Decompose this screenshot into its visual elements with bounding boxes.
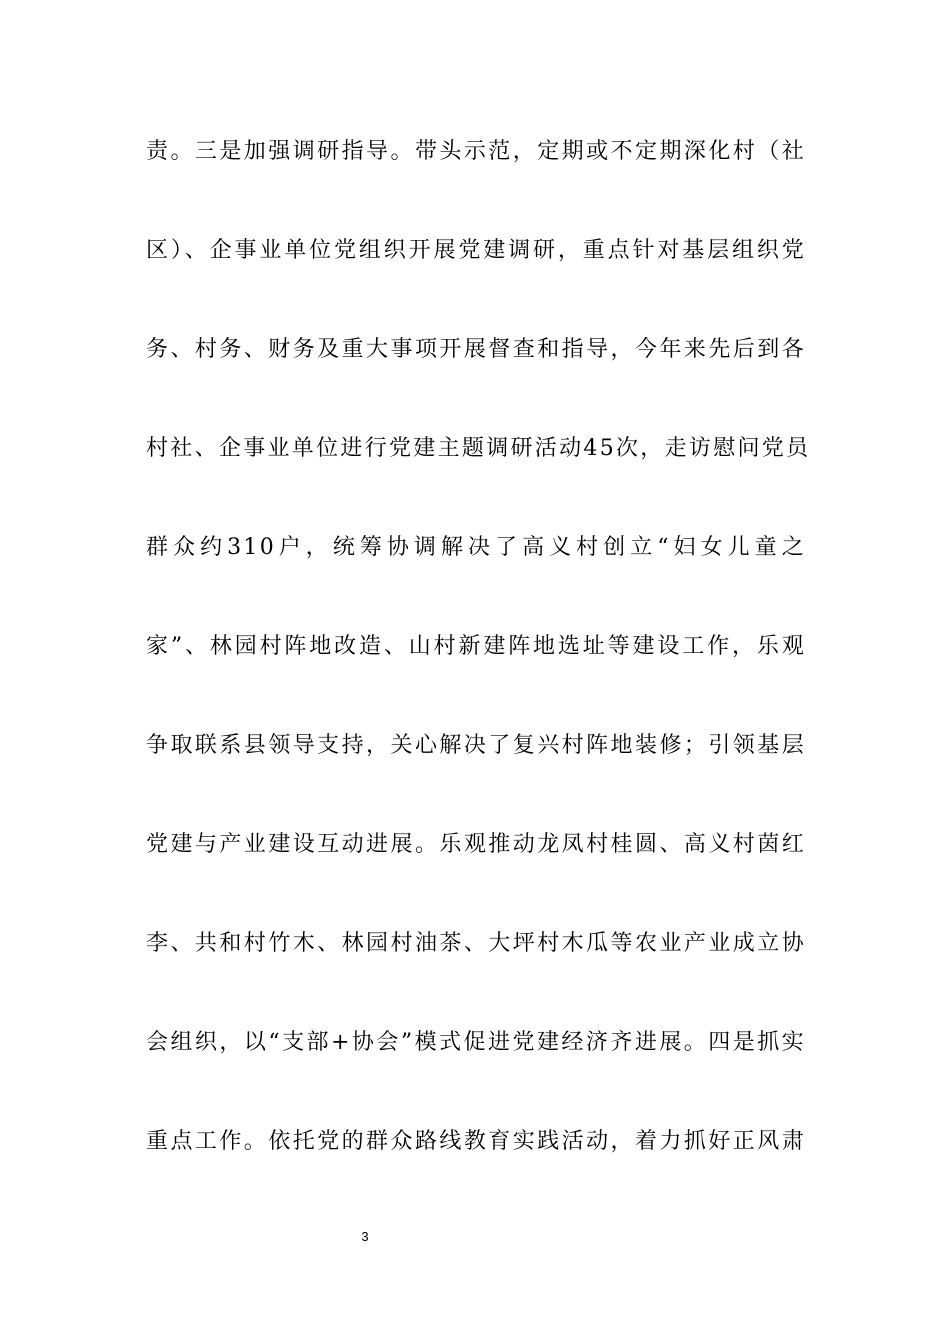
text-line: 李、共和村竹木、林园村油茶、大坪村木瓜等农业产业成立协 xyxy=(146,931,806,956)
text-line: 会组织，以“支部+协会”模式促进党建经济齐进展。四是抓实 xyxy=(146,1030,806,1055)
page-number: 3 xyxy=(361,1229,369,1244)
text-line: 家”、林园村阵地改造、山村新建阵地选址等建设工作，乐观 xyxy=(146,634,806,659)
text-line: 党建与产业建设互动进展。乐观推动龙凤村桂圆、高义村茵红 xyxy=(146,832,806,857)
text-line: 重点工作。依托党的群众路线教育实践活动，着力抓好正风肃 xyxy=(146,1129,806,1154)
text-line: 务、村务、财务及重大事项开展督查和指导，今年来先后到各 xyxy=(146,337,806,362)
text-line: 责。三是加强调研指导。带头示范，定期或不定期深化村（社 xyxy=(146,139,806,164)
text-line: 争取联系县领导支持，关心解决了复兴村阵地装修；引领基层 xyxy=(146,733,806,758)
text-line: 村社、企事业单位进行党建主题调研活动45次，走访慰问党员 xyxy=(146,436,811,461)
body-text xyxy=(146,134,811,1223)
text-line: 区）、企事业单位党组织开展党建调研，重点针对基层组织党 xyxy=(146,238,806,263)
text-line: 群众约310户，统筹协调解决了高义村创立“妇女儿童之 xyxy=(146,535,806,560)
